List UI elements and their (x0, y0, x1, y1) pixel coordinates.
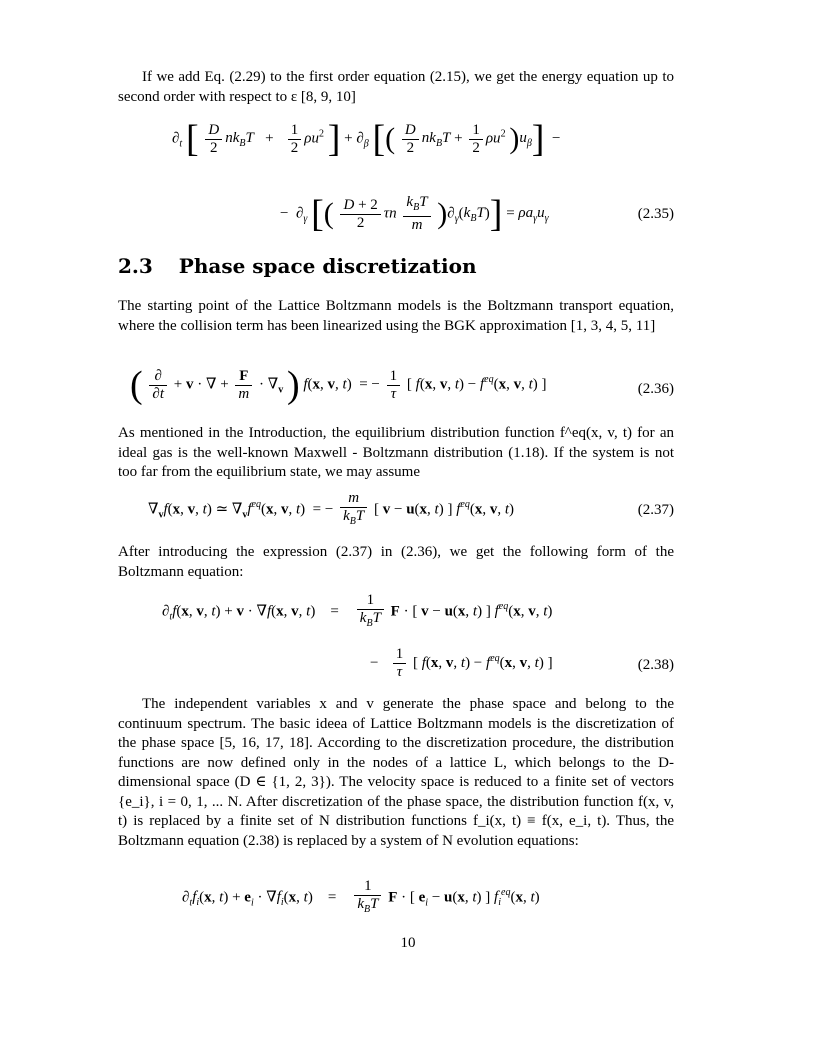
section-number: 2.3 (118, 254, 153, 278)
paragraph-text: After introducing the expression (2.37) in (2.36), we get the following form of the Boltzmann equation: (118, 544, 674, 580)
equation-number: (2.36) (637, 381, 674, 397)
paragraph-equilibrium (118, 424, 674, 483)
equation-2-36: ( $\frac{\partial}{\partial t}$ + v · ∇ + $\frac{F}{m}$ · $\nabla_v$ ) f(x, v, t) = − $\frac{1}{\tau}$ [ f(x, v, $t) - f^{eq}(x$, v, t) ] (130, 364, 547, 406)
paragraph-energy-intro (118, 68, 674, 107)
section-title: Phase space discretization (178, 254, 477, 278)
equation-2-35-line1: $\partial_t$ [ $\frac{D}{2}$ $nk_BT$ + $\frac{1}{2}$ $\rho u^2$ ] + $\partial_\beta$ [( $\frac{D}{2}$ $nk_BT$ + $\frac{1}{2}$ $\rho u^2$ )$u_\beta$] − (172, 118, 561, 160)
equation-number: (2.35) (637, 206, 674, 222)
paragraph-starting-point (118, 297, 674, 336)
equation-2-38-line2: − $\frac{1}{\tau}$ [ f(x, v, $t) - f^{eq}(x$, v, t) ] (370, 646, 553, 680)
paragraph-text: The independent variables x and v generate the phase space and belong to the continuum spectrum. The basic ideea of Lattice Boltzmann models is the discretization of the phase space [5, 16, 17, 18]. According to the discretization procedure, the distribution functions are now defined only in the nodes of a lattice L, which belongs to the D-dimensional space (D ∈ {1, 2, 3}). The velocity space is reduced to a finite set of vectors {e_i}, i = 0, 1, ... N. After discretization of the phase space, the distribution function f(x, v, t) is replaced by a finite set of N distribution functions f_i(x, t) ≡ f(x, e_i, t). Thus, the Boltzmann equation (2.38) is replaced by a system of N evolution equations: (118, 696, 674, 849)
equation-number: (2.37) (637, 502, 674, 518)
equation-2-37: $\nabla_vf(x$, v, t) ≃ $\nabla_vf^{eq}(x$, v, t) = − $\frac{m}{k_BT}$ [ v − u(x, t) ] $f^{eq}(x$, v, t) (148, 490, 514, 527)
paragraph-text: As mentioned in the Introduction, the equilibrium distribution function f^eq(x, v, t) for an ideal gas is the well-known Maxwell - Boltzmann distribution (1.18). If the system is not too far from the equilibrium state, we may assume (118, 425, 674, 480)
equation-2-38-line1: $\partial_tf(x$, v, t) + v · ∇f(x, v, t) = $\frac{1}{k_BT}$ F · [ v − u(x, t) ] $f^{eq}(x$, v, t) (162, 592, 553, 629)
equation-2-35-line2: − $\partial_\gamma$ [( $\frac{D + 2}{2}$ τn $\frac{k_BT}{m}$ )$\partial_\gamma(k_BT)] = \rho a_\gamma u_\gamma$ (280, 193, 549, 235)
section-heading (118, 254, 477, 278)
paragraph-text: The starting point of the Lattice Boltzmann models is the Boltzmann transport equation, where the collision term has been linearized using the BGK approximation [1, 3, 4, 5, 11] (118, 298, 674, 334)
page-number: 10 (400, 935, 416, 951)
equation-discrete-evolution: $\partial_tf_i(x$, $t) + e_i \cdot \nabla f_i(x$, t) = $\frac{1}{k_BT}$ F · [ $e_i - u(x$, t) ] $f_i^{eq}(x$, t) (182, 878, 540, 915)
equation-number: (2.38) (637, 657, 674, 673)
paragraph-text: If we add Eq. (2.29) to the first order equation (2.15), we get the energy equation up to second order with respect to ε [8, 9, 10] (118, 69, 674, 105)
paragraph-phase-space (118, 695, 674, 851)
paragraph-boltzmann-form (118, 543, 674, 582)
